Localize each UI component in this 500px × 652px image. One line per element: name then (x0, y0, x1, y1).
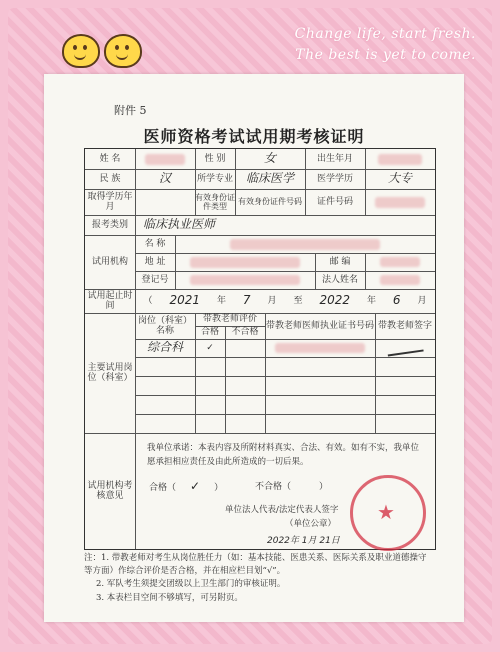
pass-option (149, 479, 223, 493)
post-value: 综合科 (135, 339, 196, 357)
form-row-name (85, 149, 435, 170)
major-value: 临床医学 (235, 169, 306, 189)
period-paren-open: （ (143, 295, 153, 306)
notes (84, 552, 434, 605)
pass-option-label: 合格（ (149, 483, 177, 493)
birth-value (365, 149, 435, 169)
name-label: 姓 名 (85, 149, 136, 169)
teacher-signature (375, 339, 435, 357)
pass-mark: ✓ (195, 339, 226, 357)
document-title: 医师资格考试试用期考核证明 (143, 127, 365, 146)
smiley-face-icon (62, 34, 100, 68)
form-row-post (85, 313, 435, 434)
org-address-label: 地 址 (135, 253, 176, 271)
promise-text: 我单位承诺：本表内容及所附材料真实、合法、有效。如有不实，我单位愿承担相应责任及由此所造成的一切后果。 (147, 443, 420, 468)
postcode-label: 邮 编 (315, 253, 366, 271)
id-no-label: 有效身份证件号码 (235, 189, 306, 215)
degree-label: 医学学历 (305, 169, 366, 189)
name-value (135, 149, 196, 169)
note-3: 3. 本表栏目空间不够填写，可另附页。 (96, 592, 243, 603)
pass-option-mark: ✓ (190, 479, 201, 493)
org-opinion-label: 试用机构考核意见 (85, 433, 136, 549)
org-name-value (175, 235, 435, 253)
period-month-unit-end: 月 (417, 295, 427, 306)
cert-label: 证件号码 (305, 189, 366, 215)
official-seal-icon: ★ (350, 475, 426, 551)
fail-mark (225, 339, 266, 357)
period-end-year: 2022 (319, 293, 350, 308)
org-name-label: 名 称 (135, 235, 176, 253)
form-row-ethnic (85, 169, 435, 190)
form-row-id (85, 189, 435, 216)
col-fail: 不合格 (231, 327, 259, 338)
fail-option-paren-close: ） (319, 482, 329, 492)
ethnic-value: 汉 (135, 169, 196, 189)
col-cert: 带教老师医师执业证书号码 (265, 313, 376, 339)
org-reg-value (175, 271, 316, 289)
obtain-label: 取得学历年 月 (85, 189, 136, 215)
org-address-value (175, 253, 316, 271)
period-year-unit: 年 (216, 295, 226, 306)
col-sign: 带教老师签字 (377, 320, 432, 331)
period-value (135, 289, 435, 313)
ethnic-label: 民 族 (85, 169, 136, 189)
fail-option (255, 479, 328, 492)
period-year-unit-end: 年 (366, 295, 376, 306)
period-label: 试用起止时 间 (85, 289, 136, 313)
degree-value: 大专 (387, 171, 412, 186)
legal-sign-label: 单位法人代表/法定代表人签字 (225, 505, 339, 515)
exam-type-value: 临床执业医师 (143, 217, 216, 232)
form-row-opinion (85, 433, 435, 549)
gender-value: 女 (235, 149, 306, 169)
form-row-org (85, 235, 435, 290)
period-start-year: 2021 (169, 293, 200, 308)
exam-type-label: 报考类别 (85, 215, 136, 235)
cert-number (265, 339, 376, 357)
col-pass: 合格 (195, 326, 226, 339)
slogan-line-2: The best is yet to come. (295, 47, 476, 63)
period-to: 至 (293, 295, 303, 306)
form-row-exam (85, 215, 435, 236)
form-row-period (85, 289, 435, 314)
slogan-line-1: Change life, start fresh. (294, 26, 476, 42)
org-reg-label: 登记号 (135, 271, 176, 289)
birth-label: 出生年月 (305, 149, 366, 169)
attachment-label: 附件 5 (114, 104, 147, 117)
legal-label: 法人姓名 (315, 271, 366, 289)
obtain-value (135, 189, 196, 215)
sign-date: 2022年 1月 21日 (267, 536, 340, 546)
smiley-face-icon (104, 34, 142, 68)
gender-label: 性 别 (195, 149, 236, 169)
legal-value (365, 271, 435, 289)
note-1: 注：1. 带教老师对考生从岗位胜任力（如：基本技能、医患关系、医际关系及职业道德操守等方面）作综合评价是否合格，并在相应栏目划“√”。 (84, 553, 427, 577)
fail-option-label: 不合格（ (255, 482, 292, 492)
id-type-label: 有效身份证件类型 (195, 189, 236, 215)
note-2: 2. 军队考生须提交团级以上卫生部门的审核证明。 (96, 579, 286, 590)
col-eval: 带教老师评价 (195, 313, 265, 327)
col-post: 岗位（科室）名称 (135, 313, 196, 339)
document-paper (44, 74, 464, 622)
post-label: 主要试用岗位（科室） (85, 313, 136, 433)
major-label: 所学专业 (195, 169, 236, 189)
period-start-month: 7 (242, 293, 251, 308)
pass-option-paren-close: ） (214, 483, 224, 493)
period-end-month: 6 (392, 293, 401, 308)
certificate-form (84, 148, 436, 550)
cert-value (365, 189, 435, 215)
postcode-value (365, 253, 435, 271)
period-month-unit: 月 (267, 295, 277, 306)
org-label: 试用机构 (85, 235, 136, 289)
unit-seal-label: （单位公章） (285, 519, 337, 529)
